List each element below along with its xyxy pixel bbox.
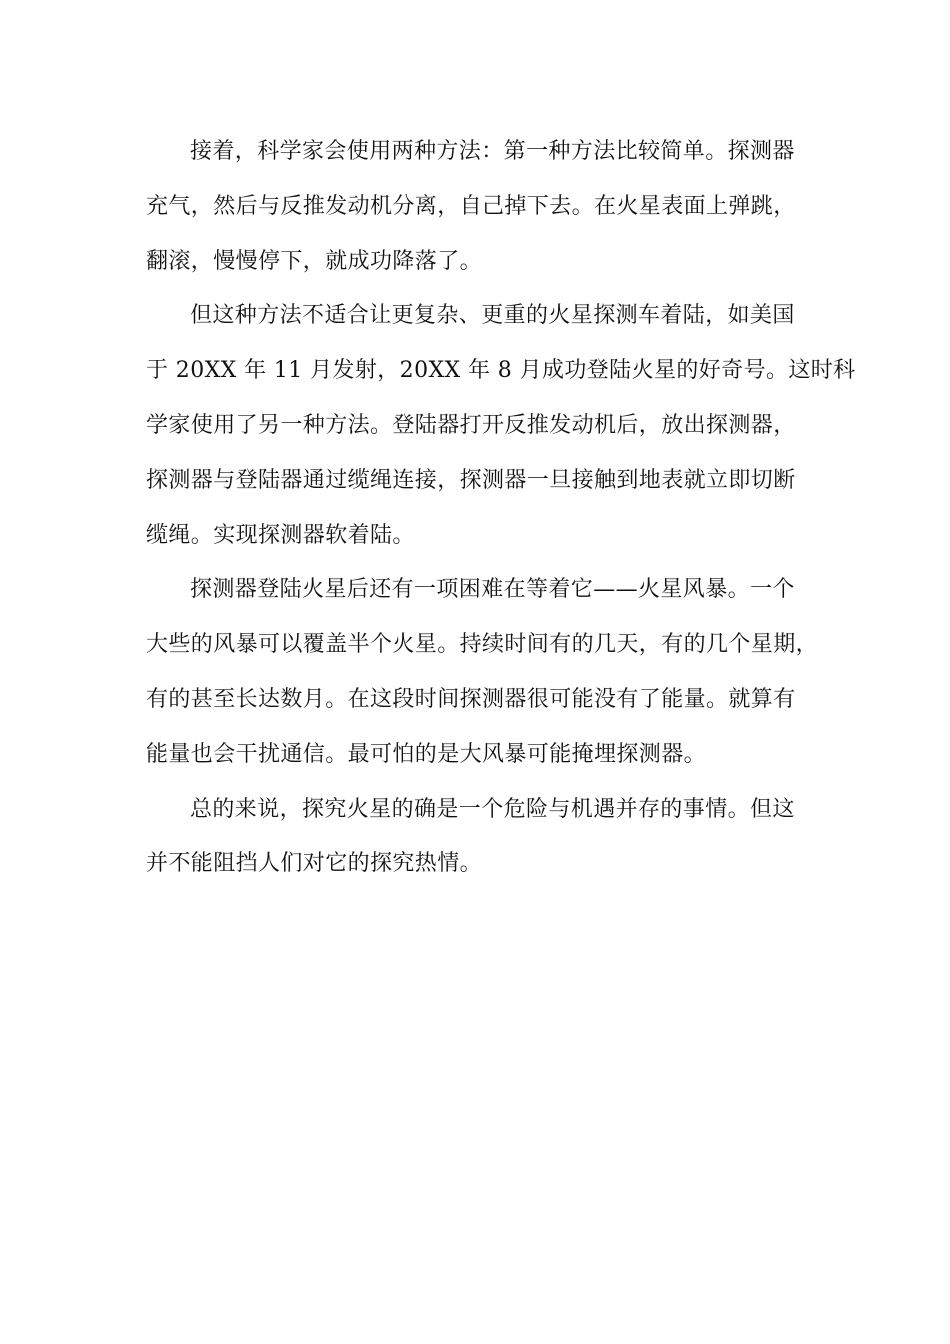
- paragraph-line: 接着，科学家会使用两种方法：第一种方法比较简单。探测器: [190, 139, 795, 164]
- paragraph-line: 充气，然后与反推发动机分离，自己掉下去。在火星表面上弹跳，: [146, 193, 796, 219]
- paragraph-line: 学家使用了另一种方法。登陆器打开反推发动机后，放出探测器，: [146, 412, 796, 438]
- paragraph-line: 总的来说，探究火星的确是一个危险与机遇并存的事情。但这: [190, 796, 795, 822]
- paragraph-line: 能量也会干扰通信。最可怕的是大风暴可能掩埋探测器。: [146, 741, 707, 767]
- paragraph-line: 大些的风暴可以覆盖半个火星。持续时间有的几天，有的几个星期，: [146, 632, 819, 658]
- paragraph-line: 于 20XX 年 11 月发射，20XX 年 8 月成功登陆火星的好奇号。这时科: [146, 358, 856, 384]
- paragraph-line: 并不能阻挡人们对它的探究热情。: [146, 851, 483, 877]
- paragraph-line: 探测器登陆火星后还有一项困难在等着它——火星风暴。一个: [190, 577, 795, 603]
- paragraph-line: 翻滚，慢慢停下，就成功降落了。: [146, 248, 483, 274]
- paragraph-3: [146, 568, 818, 776]
- paragraph-line: 但这种方法不适合让更复杂、更重的火星探测车着陆，如美国: [190, 303, 795, 329]
- paragraph-line: 有的甚至长达数月。在这段时间探测器很可能没有了能量。就算有: [146, 686, 796, 712]
- paragraph-line: 探测器与登陆器通过缆绳连接，探测器一旦接触到地表就立即切断: [146, 467, 796, 493]
- paragraph-line: 缆绳。实现探测器软着陆。: [146, 522, 415, 548]
- paragraph-2: [146, 294, 856, 557]
- document-body: [146, 130, 856, 897]
- paragraph-1: [146, 130, 818, 284]
- paragraph-4: [146, 788, 818, 887]
